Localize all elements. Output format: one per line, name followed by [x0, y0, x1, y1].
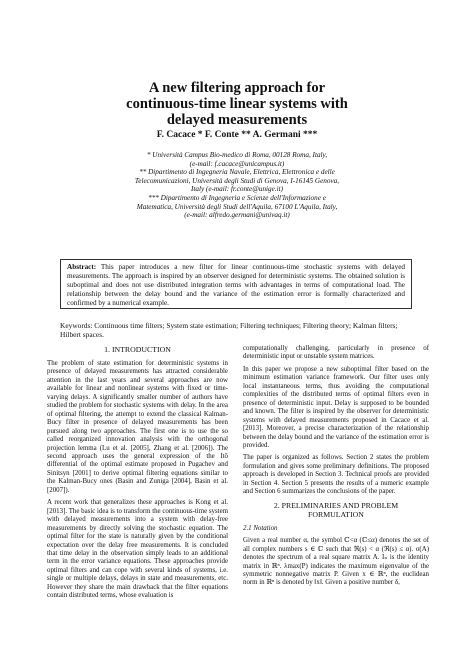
section-heading-line: 2. PRELIMINARIES AND PROBLEM: [273, 500, 399, 510]
affiliation-line: (e-mail: alfredo.germani@univaq.it): [184, 211, 290, 220]
affiliation-line: *** Dipartimento di Ingegneria e Scienze dell'Informazione e: [148, 193, 326, 202]
author-list: F. Cacace * F. Conte ** A. Germani ***: [156, 130, 318, 140]
section-heading-line: FORMULATION: [308, 509, 364, 519]
paragraph: The paper is organized as follows. Section 2 states the problem formulation and gives some preliminary definitions. The proposed approach is developed in Section 3. Technical proofs are provided in Section 4. Section 5 presents the results of a numeric example and Section 6 summarizes the conclusions of the paper.: [243, 454, 429, 496]
title-line: delayed measurements: [166, 112, 308, 128]
paragraph: In this paper we propose a new suboptimal filter based on the minimum estimation variance framework. Our filter uses only local instantaneous terms, thus avoiding the computational complexities of the distributed terms of optimal filters even in presence of deterministic input. Delay is supposed to be bounded and known. The filter is inspired by the observer for deterministic systems with delayed measurements proposed in Cacace et al. [2013]. Moreover, a precise characterization of the relationship between the delay bound and the variance of the estimation error is provided.: [243, 365, 429, 449]
left-column: [47, 345, 228, 605]
affiliation-1: [90, 151, 384, 168]
affiliation-line: (e-mail: f.cacace@unicampus.it): [189, 159, 285, 168]
paragraph: The problem of state estimation for deterministic systems in presence of delayed measurements has attracted considerable attention in the last years and several approaches are now available for linear and nonlinear systems with fixed or time-varying delays. A significantly smaller number of authors have studied the problem for stochastic systems with delay. In the area of optimal filtering, the attempt to extend the classical Kalman-Bucy filter in presence of delayed measurements has been pursued along two approaches. The first one is to use the so called reorganized innovation analysis with the orthogonal projection lemma (Lu et al. [2005], Zhang et al. [2006]). The second approach uses the general expression of the Itô differential of the optimal estimate proposed in Pugachev and Sinitsyn [2001] to derive optimal filtering equations similar to the Kalman-Bucy ones (Basin and Zuniga [2004], Basin et al. [2007]).: [47, 360, 228, 494]
paragraph: A recent work that generalizes these approaches is Kong et al. [2013]. The basic idea is to transform the continuous-time system with delayed measurements into a system with delay-free measurements by directly solving the stochastic equation. The optimal filter for the state is naturally given by the conditional expectation over the delay free measurements. It is concluded that time delay in the observation simply leads to an additional term in the error variance equations. These approaches provide optimal filters and can cope with several kinds of systems, i.e. single or multiple delays, delays in state and measurements, etc. However they share the main drawback that the filter equations contain distributed terms, whose evaluation is: [47, 499, 228, 600]
section-heading: [243, 501, 429, 519]
paragraph: Given a real number α, the symbol ℂ<α (ℂ≤α) denotes the set of all complex numbers s ∈ ℂ such that ℜ(s) < α (ℜ(s) ≤ α). σ(A) denotes the spectrum of a real square matrix A. Iₙ is the identity matrix in ℝⁿ. λmax(P) indicates the maximum eigenvalue of the symmetric nonnegative matrix P. Given x ∈ ℝⁿ, the euclidean norm in ℝⁿ is denoted by ‖x‖. Given a positive number δ,: [243, 537, 429, 587]
affiliation-line: Telecomunicazioni, Università degli Studi di Genova, I-16145 Genova,: [134, 176, 340, 185]
paragraph: computationally challenging, particularly in presence of deterministic input or unstable system matrices.: [243, 345, 429, 361]
right-column: [243, 345, 429, 592]
abstract-text: This paper introduces a new filter for linear continuous-time stochastic systems with delayed measurements. The approach is inspired by an observer designed for deterministic systems. The obtained solution is suboptimal and does not use distributed integration terms with advantages in terms of computational load. The relationship between the delay bound and the variance of the estimation error is formally characterized and confirmed by a numerical example.: [67, 263, 406, 307]
paper-title: [60, 80, 414, 128]
affiliation-line: ** Dipartimento di Ingegneria Navale, Elettrica, Elettronica e delle: [139, 168, 335, 177]
subsection-heading: 2.1 Notation: [243, 524, 278, 532]
section-heading: 1. INTRODUCTION: [104, 345, 171, 354]
affiliation-line: * Università Campus Bio-medico di Roma, 00128 Roma, Italy,: [146, 151, 328, 159]
title-line: continuous-time linear systems with: [126, 96, 348, 112]
affiliations: [90, 151, 384, 220]
affiliation-line: Matematica, Università degli Studi dell'Aquila, 67100 L'Aquila, Italy,: [136, 202, 338, 211]
title-line: A new filtering approach for: [148, 80, 326, 96]
affiliation-line: Italy (e-mail: fr.conte@unige.it): [190, 185, 284, 194]
keywords: Keywords: Continuous time filters; System state estimation; Filtering techniques; Filtering theory; Kalman filters; Hilbert spaces.: [60, 321, 398, 339]
affiliation-2: [90, 168, 384, 194]
abstract-box: [60, 259, 412, 309]
abstract-label: Abstract:: [67, 263, 97, 271]
affiliation-3: [90, 194, 384, 220]
